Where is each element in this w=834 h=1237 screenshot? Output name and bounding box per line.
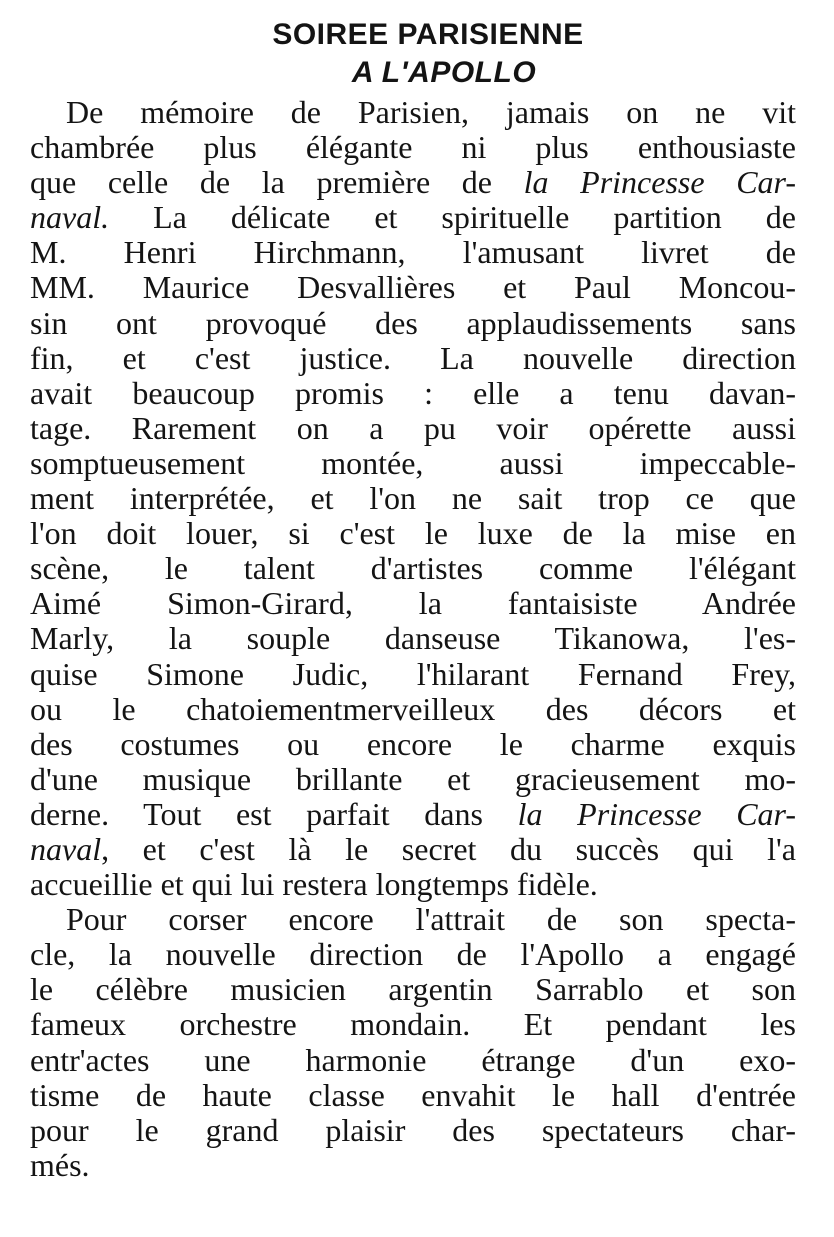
text-line [30, 306, 796, 341]
line-text: , et c'est là le secret du succès qui l'a [101, 830, 796, 867]
line-text: d'une musique brillante et gracieusement mo- [30, 760, 796, 797]
text-line [30, 762, 796, 797]
line-text: avait beaucoup promis : elle a tenu davan- [30, 374, 796, 411]
paragraph [30, 902, 796, 1183]
text-line [30, 411, 796, 446]
line-text: que celle de la première de [30, 164, 524, 201]
line-text: Aimé Simon-Girard, la fantaisiste Andrée [30, 585, 796, 622]
line-text: Pour corser encore l'attrait de son specta- [66, 901, 796, 938]
text-line [30, 200, 796, 235]
line-text: scène, le talent d'artistes comme l'élégant [30, 550, 796, 587]
text-line [30, 621, 796, 656]
text-line [30, 95, 796, 130]
text-line [30, 797, 796, 832]
text-line [30, 481, 796, 516]
text-line [30, 586, 796, 621]
text-line [30, 902, 796, 937]
line-text: quise Simone Judic, l'hilarant Fernand Frey, [30, 655, 796, 692]
line-text: ou le chatoiementmerveilleux des décors et [30, 690, 796, 727]
line-text: tage. Rarement on a pu voir opérette aussi [30, 409, 796, 446]
text-line [30, 235, 796, 270]
line-text: Marly, la souple danseuse Tikanowa, l'es- [30, 620, 796, 657]
line-text: le célèbre musicien argentin Sarrablo et son [30, 971, 796, 1008]
italic-title-text: naval. [30, 199, 110, 236]
text-line [30, 657, 796, 692]
line-text: entr'actes une harmonie étrange d'un exo- [30, 1041, 796, 1078]
line-text: MM. Maurice Desvallières et Paul Moncou- [30, 269, 796, 306]
text-line [30, 867, 796, 902]
article-subtitle: A L'APOLLO [351, 56, 537, 89]
paragraph [30, 95, 796, 902]
line-text: fameux orchestre mondain. Et pendant les [30, 1006, 796, 1043]
italic-title-text: la Princesse Car- [523, 164, 797, 201]
article [30, 16, 796, 1183]
text-line [30, 446, 796, 481]
text-line [30, 1007, 796, 1042]
line-text: somptueusement montée, aussi impeccable- [30, 444, 796, 481]
italic-title-text: naval [30, 830, 102, 867]
text-line [30, 692, 796, 727]
line-text: M. Henri Hirchmann, l'amusant livret de [30, 234, 796, 271]
line-text: pour le grand plaisir des spectateurs char- [30, 1111, 796, 1148]
line-text: fin, et c'est justice. La nouvelle direction [30, 339, 796, 376]
line-text: La délicate et spirituelle partition de [109, 199, 796, 236]
line-text: tisme de haute classe envahit le hall d'entrée [30, 1076, 796, 1113]
line-text: derne. Tout est parfait dans [30, 795, 518, 832]
text-line [30, 376, 796, 411]
text-line [30, 937, 796, 972]
line-text: ment interprétée, et l'on ne sait trop ce que [30, 480, 796, 517]
article-title: SOIREE PARISIENNE [272, 18, 584, 51]
italic-title-text: la Princesse Car- [517, 795, 797, 832]
text-line [30, 165, 796, 200]
article-body [30, 95, 796, 1183]
text-line [30, 341, 796, 376]
text-line [30, 832, 796, 867]
text-line [30, 516, 796, 551]
line-text: cle, la nouvelle direction de l'Apollo a engagé [30, 936, 796, 973]
text-line [30, 1113, 796, 1148]
line-text: des costumes ou encore le charme exquis [30, 725, 796, 762]
text-line [30, 1078, 796, 1113]
line-text: chambrée plus élégante ni plus enthousiaste [30, 129, 796, 166]
line-text: més. [30, 1146, 90, 1183]
text-line [30, 727, 796, 762]
line-text: sin ont provoqué des applaudissements sans [30, 304, 796, 341]
text-line [30, 551, 796, 586]
text-line [30, 130, 796, 165]
line-text: accueillie et qui lui restera longtemps fidèle. [30, 866, 598, 903]
text-line [30, 270, 796, 305]
line-text: l'on doit louer, si c'est le luxe de la mise en [30, 515, 796, 552]
line-text: De mémoire de Parisien, jamais on ne vit [66, 94, 796, 130]
text-line [30, 1148, 796, 1183]
text-line [30, 1043, 796, 1078]
text-line [30, 972, 796, 1007]
